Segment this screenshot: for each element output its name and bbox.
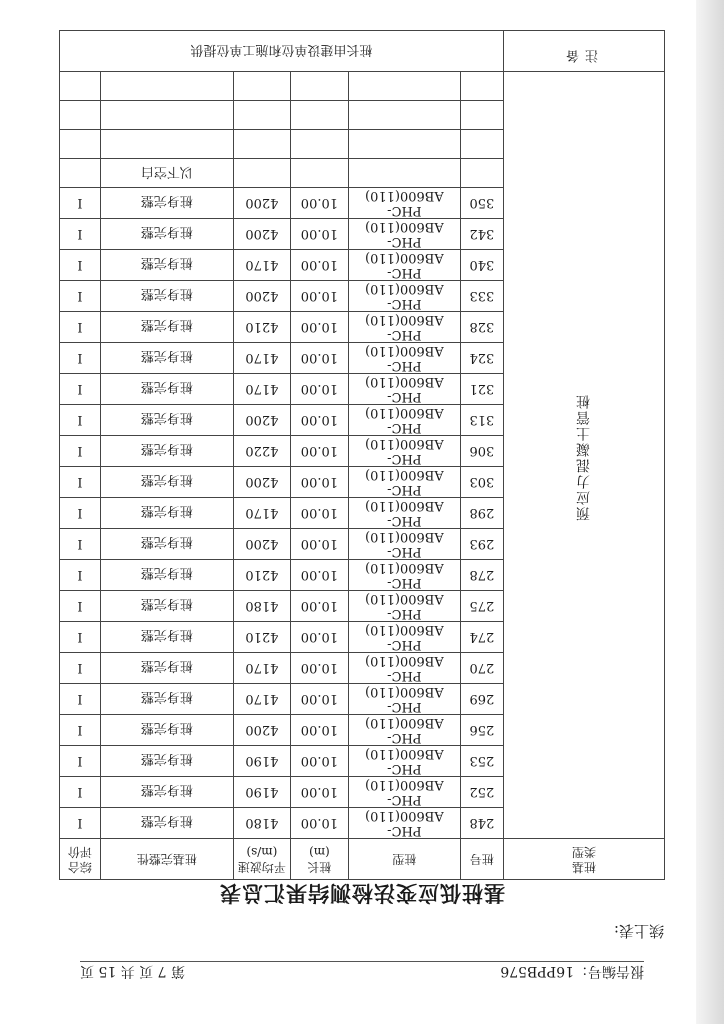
cell-desc: 桩身完整 — [100, 591, 233, 622]
remark-row — [60, 31, 665, 72]
cell-cat: I — [60, 374, 101, 405]
cell-no: 293 — [460, 529, 503, 560]
cell-type: PHC-AB600(110) — [348, 219, 460, 250]
pile-category-cell — [504, 72, 665, 839]
cell-len: 10.00 — [290, 684, 348, 715]
cell-type: PHC-AB600(110) — [348, 622, 460, 653]
cell-type: PHC-AB600(110) — [348, 188, 460, 219]
cell-no: 270 — [460, 653, 503, 684]
cell-cat: I — [60, 219, 101, 250]
cell-cat: I — [60, 715, 101, 746]
blank-cell — [100, 101, 233, 130]
cell-len: 10.00 — [290, 436, 348, 467]
cell-v: 4170 — [233, 343, 290, 374]
cell-len: 10.00 — [290, 715, 348, 746]
remark-text: 桩长由建设单位和施工单位提供 — [60, 31, 504, 72]
col-integrity: 桩基完整性 — [100, 839, 233, 880]
pile-category-label: 预应力混凝土管桩 — [576, 393, 592, 522]
table-title: 基桩低应变法检测结果汇总表 — [219, 881, 505, 905]
cell-len: 10.00 — [290, 560, 348, 591]
cell-v: 4170 — [233, 498, 290, 529]
cell-no: 278 — [460, 560, 503, 591]
blank-cell — [348, 159, 460, 188]
cell-cat: I — [60, 777, 101, 808]
blank-cell — [60, 130, 101, 159]
cell-no: 313 — [460, 405, 503, 436]
cell-len: 10.00 — [290, 281, 348, 312]
cell-cat: I — [60, 312, 101, 343]
remark-label-cell — [504, 31, 665, 72]
cell-cat: I — [60, 343, 101, 374]
cell-v: 4170 — [233, 653, 290, 684]
cell-cat: I — [60, 405, 101, 436]
cell-len: 10.00 — [290, 808, 348, 839]
remark-label: 备注 — [567, 44, 601, 63]
blank-cell — [100, 130, 233, 159]
cell-no: 324 — [460, 343, 503, 374]
cell-desc: 桩身完整 — [100, 529, 233, 560]
cell-cat: I — [60, 250, 101, 281]
cell-desc: 桩身完整 — [100, 219, 233, 250]
cell-no: 342 — [460, 219, 503, 250]
blank-cell — [233, 130, 290, 159]
blank-cell — [60, 72, 101, 101]
cell-v: 4210 — [233, 312, 290, 343]
col-pile-type: 桩型 — [348, 839, 460, 880]
cell-cat: I — [60, 746, 101, 777]
cell-no: 303 — [460, 467, 503, 498]
cell-desc: 桩身完整 — [100, 188, 233, 219]
blank-cell — [460, 159, 503, 188]
cell-v: 4200 — [233, 467, 290, 498]
cell-len: 10.00 — [290, 529, 348, 560]
cell-desc: 桩身完整 — [100, 312, 233, 343]
cell-type: PHC-AB600(110) — [348, 281, 460, 312]
blank-cell — [290, 72, 348, 101]
cell-type: PHC-AB600(110) — [348, 312, 460, 343]
table-body — [60, 72, 665, 839]
cell-len: 10.00 — [290, 374, 348, 405]
cell-desc: 桩身完整 — [100, 622, 233, 653]
cell-type: PHC-AB600(110) — [348, 498, 460, 529]
blank-cell — [290, 159, 348, 188]
blank-cell — [233, 101, 290, 130]
blank-cell — [348, 101, 460, 130]
scan-edge-shadow — [696, 0, 724, 1024]
col-wave-speed: 平均波速 (m/s) — [233, 839, 290, 880]
cell-type: PHC-AB600(110) — [348, 374, 460, 405]
page-header — [80, 961, 644, 982]
cell-len: 10.00 — [290, 498, 348, 529]
cell-v: 4190 — [233, 746, 290, 777]
cell-v: 4200 — [233, 715, 290, 746]
cell-type: PHC-AB600(110) — [348, 777, 460, 808]
cell-type: PHC-AB600(110) — [348, 529, 460, 560]
blank-cell — [60, 101, 101, 130]
cell-v: 4210 — [233, 622, 290, 653]
cell-type: PHC-AB600(110) — [348, 405, 460, 436]
cell-no: 256 — [460, 715, 503, 746]
cell-no: 269 — [460, 684, 503, 715]
col-pile-no: 桩号 — [460, 839, 503, 880]
cell-v: 4200 — [233, 405, 290, 436]
col-pile-part: 桩基 类型 — [504, 839, 665, 880]
cell-desc: 桩身完整 — [100, 560, 233, 591]
cell-cat: I — [60, 653, 101, 684]
cell-no: 298 — [460, 498, 503, 529]
cell-type: PHC-AB600(110) — [348, 436, 460, 467]
cell-no: 253 — [460, 746, 503, 777]
report-number: 报告编号：16PPB576 — [500, 963, 644, 979]
cell-len: 10.00 — [290, 591, 348, 622]
cell-len: 10.00 — [290, 219, 348, 250]
cell-cat: I — [60, 529, 101, 560]
cell-cat: I — [60, 188, 101, 219]
blank-cell — [233, 72, 290, 101]
cell-no: 321 — [460, 374, 503, 405]
cell-len: 10.00 — [290, 405, 348, 436]
cell-no: 275 — [460, 591, 503, 622]
blank-cell — [233, 159, 290, 188]
cell-v: 4170 — [233, 250, 290, 281]
cell-cat: I — [60, 591, 101, 622]
results-table — [59, 31, 665, 881]
blank-cell — [460, 101, 503, 130]
cell-desc: 桩身完整 — [100, 715, 233, 746]
cell-type: PHC-AB600(110) — [348, 591, 460, 622]
cell-cat: I — [60, 436, 101, 467]
cell-type: PHC-AB600(110) — [348, 746, 460, 777]
cell-cat: I — [60, 560, 101, 591]
cell-type: PHC-AB600(110) — [348, 343, 460, 374]
blank-cell — [60, 159, 101, 188]
cell-no: 248 — [460, 808, 503, 839]
cell-cat: I — [60, 498, 101, 529]
cell-desc: 桩身完整 — [100, 808, 233, 839]
cell-v: 4220 — [233, 436, 290, 467]
blank-cell — [460, 130, 503, 159]
cell-no: 333 — [460, 281, 503, 312]
cell-len: 10.00 — [290, 188, 348, 219]
blank-cell — [290, 130, 348, 159]
cell-v: 4170 — [233, 374, 290, 405]
cell-desc: 桩身完整 — [100, 250, 233, 281]
cell-len: 10.00 — [290, 622, 348, 653]
cell-type: PHC-AB600(110) — [348, 560, 460, 591]
cell-type: PHC-AB600(110) — [348, 684, 460, 715]
blank-cell — [348, 72, 460, 101]
blank-cell — [100, 72, 233, 101]
cell-len: 10.00 — [290, 653, 348, 684]
cell-cat: I — [60, 281, 101, 312]
cell-len: 10.00 — [290, 746, 348, 777]
cell-type: PHC-AB600(110) — [348, 250, 460, 281]
cell-no: 274 — [460, 622, 503, 653]
cell-desc: 桩身完整 — [100, 374, 233, 405]
cell-v: 4200 — [233, 219, 290, 250]
cell-desc: 桩身完整 — [100, 684, 233, 715]
col-pile-length: 桩长 (m) — [290, 839, 348, 880]
cell-desc: 桩身完整 — [100, 343, 233, 374]
cell-type: PHC-AB600(110) — [348, 715, 460, 746]
cell-cat: I — [60, 622, 101, 653]
cell-desc: 桩身完整 — [100, 777, 233, 808]
cell-desc: 桩身完整 — [100, 436, 233, 467]
cell-len: 10.00 — [290, 343, 348, 374]
col-category: 综合 评价 — [60, 839, 101, 880]
cell-v: 4180 — [233, 808, 290, 839]
continued-label: 续上表: — [613, 922, 664, 940]
cell-desc: 桩身完整 — [100, 405, 233, 436]
cell-no: 328 — [460, 312, 503, 343]
cell-type: PHC-AB600(110) — [348, 808, 460, 839]
cell-desc: 桩身完整 — [100, 746, 233, 777]
blank-cell — [348, 130, 460, 159]
cell-type: PHC-AB600(110) — [348, 653, 460, 684]
cell-no: 306 — [460, 436, 503, 467]
cell-v: 4170 — [233, 684, 290, 715]
cell-v: 4200 — [233, 529, 290, 560]
cell-desc: 桩身完整 — [100, 467, 233, 498]
cell-desc: 桩身完整 — [100, 498, 233, 529]
cell-len: 10.00 — [290, 467, 348, 498]
cell-no: 252 — [460, 777, 503, 808]
page-number: 第 7 页 共 15 页 — [80, 963, 185, 979]
cell-desc: 桩身完整 — [100, 653, 233, 684]
cell-len: 10.00 — [290, 250, 348, 281]
cell-v: 4190 — [233, 777, 290, 808]
cell-len: 10.00 — [290, 312, 348, 343]
cell-len: 10.00 — [290, 777, 348, 808]
blank-cell — [460, 72, 503, 101]
cell-v: 4200 — [233, 188, 290, 219]
cell-cat: I — [60, 684, 101, 715]
table-row — [60, 808, 665, 839]
cell-v: 4180 — [233, 591, 290, 622]
cell-v: 4210 — [233, 560, 290, 591]
cell-v: 4200 — [233, 281, 290, 312]
cell-cat: I — [60, 467, 101, 498]
cell-cat: I — [60, 808, 101, 839]
blank-cell — [290, 101, 348, 130]
cell-no: 350 — [460, 188, 503, 219]
blank-note: 以下空白 — [100, 159, 233, 188]
cell-no: 340 — [460, 250, 503, 281]
cell-type: PHC-AB600(110) — [348, 467, 460, 498]
cell-desc: 桩身完整 — [100, 281, 233, 312]
table-header-row — [60, 839, 665, 880]
